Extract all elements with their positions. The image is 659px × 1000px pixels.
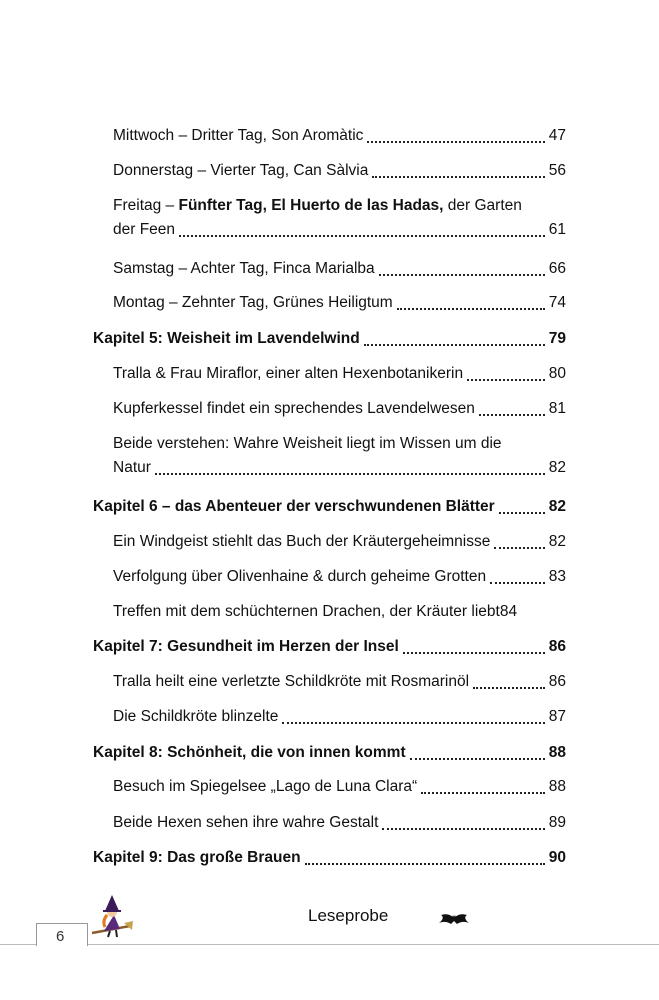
- toc-chapter: [0, 495, 659, 519]
- toc-entry: Freitag – Fünfter Tag, El Huerto de las Hadas, der Garten der Feen 61: [0, 194, 659, 242]
- toc-entry-title: Besuch im Spiegelsee „Lago de Luna Clara“: [113, 778, 418, 795]
- bat-icon: [437, 909, 471, 934]
- toc-entry-page: 81: [548, 400, 566, 417]
- toc-chapter-page: 82: [548, 498, 566, 515]
- toc-entry-page: 89: [548, 814, 566, 831]
- toc-chapter-title: Kapitel 6 – das Abenteuer der verschwundenen Blätter: [93, 498, 495, 515]
- toc-entry-title: Treffen mit dem schüchternen Drachen, der Kräuter liebt: [113, 603, 500, 620]
- toc-chapter: [0, 635, 659, 659]
- toc-entry-page: 88: [548, 778, 566, 795]
- toc-entry: [0, 397, 659, 421]
- toc-entry: [0, 124, 659, 148]
- toc-entry: [0, 362, 659, 386]
- toc-entry: [0, 811, 659, 835]
- toc-entry: [0, 530, 659, 554]
- toc-entry-title: Mittwoch – Dritter Tag, Son Aromàtic: [113, 127, 364, 144]
- toc-entry: [0, 600, 659, 624]
- toc-entry-page: 84: [499, 603, 518, 620]
- toc-chapter-page: 79: [548, 330, 566, 347]
- toc-entry-title: Verfolgung über Olivenhaine & durch geheime Grotten: [113, 568, 487, 585]
- toc-chapter-page: 90: [548, 849, 566, 866]
- toc-entry-page: 87: [548, 708, 566, 725]
- toc-chapter-title: Kapitel 8: Schönheit, die von innen kommt: [93, 744, 406, 761]
- toc-entry: Beide verstehen: Wahre Weisheit liegt im Wissen um die Natur 82: [0, 432, 659, 480]
- toc-chapter-title: Kapitel 9: Das große Brauen: [93, 849, 301, 866]
- toc-entry: [0, 705, 659, 729]
- footer-rule: [0, 944, 659, 945]
- toc-entry-title: Ein Windgeist stiehlt das Buch der Kräutergeheimnisse: [113, 533, 491, 550]
- toc-entry-page: 86: [548, 673, 566, 690]
- toc-entry-page: 74: [548, 294, 566, 311]
- toc-entry-title: der Feen: [113, 221, 176, 238]
- toc-entry-title: Montag – Zehnter Tag, Grünes Heiligtum: [113, 294, 393, 311]
- toc-entry-title: Donnerstag – Vierter Tag, Can Sàlvia: [113, 162, 369, 179]
- toc-entry-title: Beide Hexen sehen ihre wahre Gestalt: [113, 814, 379, 831]
- toc-entry-title: Tralla & Frau Miraflor, einer alten Hexenbotanikerin: [113, 365, 464, 382]
- toc-chapter: [0, 327, 659, 351]
- toc-chapter-page: 88: [548, 744, 566, 761]
- page-number: 6: [56, 928, 65, 945]
- leseprobe-label: Leseprobe: [308, 906, 389, 925]
- toc-entry: [0, 565, 659, 589]
- toc-entry-page: 82: [548, 459, 566, 476]
- toc-chapter: [0, 846, 659, 870]
- toc-entry: [0, 291, 659, 315]
- toc-entry: [0, 670, 659, 694]
- toc-entry-page: 47: [548, 127, 566, 144]
- toc-entry-title: Natur: [113, 459, 151, 476]
- toc-chapter-title: Kapitel 7: Gesundheit im Herzen der Insel: [93, 638, 399, 655]
- toc-chapter-title: Kapitel 5: Weisheit im Lavendelwind: [93, 330, 360, 347]
- toc-entry-page: 66: [548, 260, 566, 277]
- toc-entry-title: Samstag – Achter Tag, Finca Marialba: [113, 260, 375, 277]
- toc-entry-title: Tralla heilt eine verletzte Schildkröte mit Rosmarinöl: [113, 673, 470, 690]
- witch-on-broom-icon: [90, 893, 134, 944]
- toc-chapter-page: 86: [548, 638, 566, 655]
- toc-entry-page: 83: [548, 568, 566, 585]
- toc-entry-page: 82: [548, 533, 566, 550]
- toc-entry-page: 56: [548, 162, 566, 179]
- toc-entry: [0, 775, 659, 799]
- toc-entry-title: Die Schildkröte blinzelte: [113, 708, 279, 725]
- toc-entry-page: 61: [548, 221, 566, 238]
- toc-entry: [0, 159, 659, 183]
- toc-chapter: [0, 741, 659, 765]
- toc-entry-title: Kupferkessel findet ein sprechendes Lavendelwesen: [113, 400, 475, 417]
- toc-entry-page: 80: [548, 365, 566, 382]
- toc-entry: [0, 257, 659, 281]
